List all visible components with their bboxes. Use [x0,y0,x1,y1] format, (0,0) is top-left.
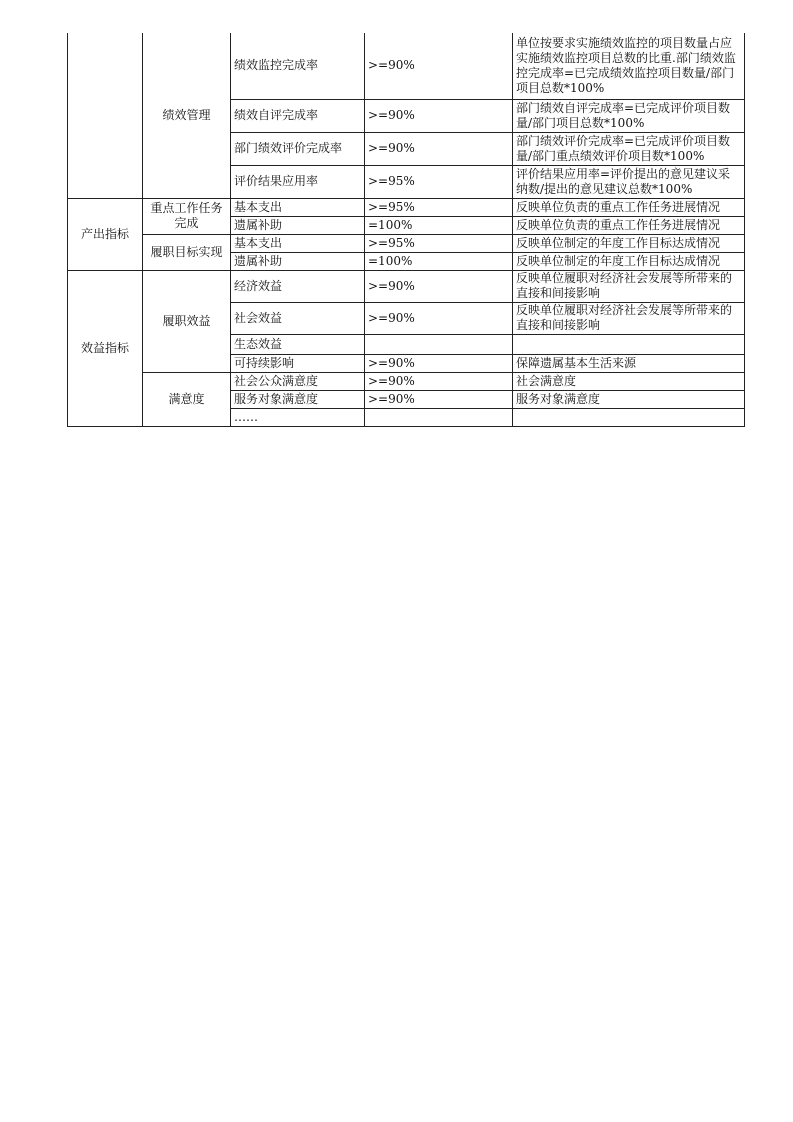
indicator-description: 反映单位负责的重点工作任务进展情况 [513,198,745,216]
tertiary-indicator: 可持续影响 [231,354,365,372]
primary-indicator: 产出指标 [68,198,143,270]
table-row [68,198,745,216]
indicator-description: 反映单位制定的年度工作目标达成情况 [513,252,745,270]
secondary-indicator: 履职效益 [143,270,231,372]
target-value [365,334,513,354]
tertiary-indicator: …… [231,408,365,426]
target-value: >=90% [365,270,513,302]
tertiary-indicator: 社会效益 [231,302,365,334]
target-value: >=90% [365,390,513,408]
secondary-indicator: 绩效管理 [143,33,231,198]
table-row [68,33,745,99]
tertiary-indicator: 基本支出 [231,234,365,252]
tertiary-indicator: 遗属补助 [231,252,365,270]
indicator-description: 保障遗属基本生活来源 [513,354,745,372]
secondary-indicator: 履职目标实现 [143,234,231,270]
target-value: >=90% [365,132,513,165]
indicator-description: 反映单位履职对经济社会发展等所带来的直接和间接影响 [513,302,745,334]
table-row [68,372,745,390]
target-value: >=90% [365,99,513,132]
secondary-indicator: 重点工作任务完成 [143,198,231,234]
target-value [365,408,513,426]
tertiary-indicator: 生态效益 [231,334,365,354]
tertiary-indicator: 遗属补助 [231,216,365,234]
indicator-description [513,408,745,426]
tertiary-indicator: 绩效监控完成率 [231,33,365,99]
indicator-description: 反映单位负责的重点工作任务进展情况 [513,216,745,234]
target-value: >=90% [365,302,513,334]
target-value: >=90% [365,354,513,372]
primary-indicator: 效益指标 [68,270,143,426]
target-value: >=90% [365,372,513,390]
table-row [68,270,745,302]
performance-indicator-table [67,33,745,427]
target-value: =100% [365,252,513,270]
secondary-indicator: 满意度 [143,372,231,426]
indicator-description [513,334,745,354]
table-row [68,234,745,252]
tertiary-indicator: 绩效自评完成率 [231,99,365,132]
indicator-description: 服务对象满意度 [513,390,745,408]
tertiary-indicator: 评价结果应用率 [231,165,365,198]
target-value: =100% [365,216,513,234]
target-value: >=90% [365,33,513,99]
indicator-description: 部门绩效自评完成率=已完成评价项目数量/部门项目总数*100% [513,99,745,132]
indicator-description: 单位按要求实施绩效监控的项目数量占应实施绩效监控项目总数的比重.部门绩效监控完成率=已完成绩效监控项目数量/部门项目总数*100% [513,33,745,99]
target-value: >=95% [365,165,513,198]
continued-cell [68,33,143,198]
target-value: >=95% [365,198,513,216]
tertiary-indicator: 基本支出 [231,198,365,216]
indicator-description: 反映单位履职对经济社会发展等所带来的直接和间接影响 [513,270,745,302]
tertiary-indicator: 服务对象满意度 [231,390,365,408]
indicator-description: 反映单位制定的年度工作目标达成情况 [513,234,745,252]
target-value: >=95% [365,234,513,252]
indicator-description: 部门绩效评价完成率=已完成评价项目数量/部门重点绩效评价项目数*100% [513,132,745,165]
tertiary-indicator: 社会公众满意度 [231,372,365,390]
tertiary-indicator: 经济效益 [231,270,365,302]
indicator-description: 评价结果应用率=评价提出的意见建议采纳数/提出的意见建议总数*100% [513,165,745,198]
tertiary-indicator: 部门绩效评价完成率 [231,132,365,165]
indicator-description: 社会满意度 [513,372,745,390]
